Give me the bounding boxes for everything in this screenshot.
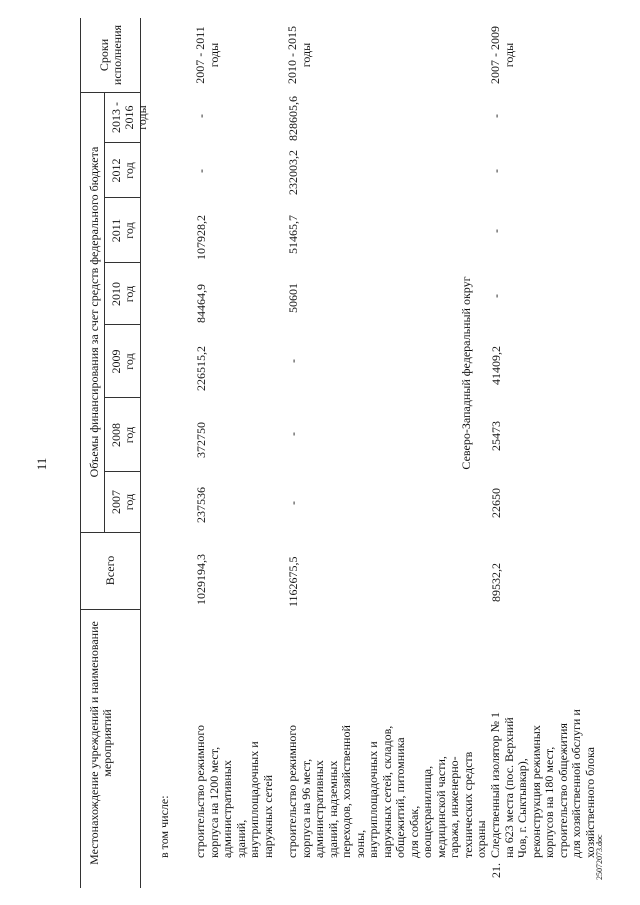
header-year-2007: 2007 год xyxy=(109,490,136,514)
row1-v2009: 226515,2 xyxy=(194,346,208,391)
rotated-table xyxy=(48,18,608,888)
row1-term: 2007 - 2011 годы xyxy=(193,26,221,84)
header-year-2013: 2013 - 2016 годы xyxy=(109,102,149,133)
col-sep-name xyxy=(80,609,140,610)
group-rule xyxy=(104,93,105,533)
header-group-title: Объемы финансирования за счет средств федерального бюджета xyxy=(87,146,101,478)
header-year-2011: 2011 год xyxy=(109,218,136,243)
row2-label: строительство режимного корпуса на 96 мест, административных зданий, надземных переходов, хозяйственной зоны, внутриплощадочных и наружных сетей, складов, общежитий, питомника для собак, овощехранилища, медицинской части, гаража, инженерно-технических средств охраны xyxy=(285,724,488,858)
table-top-rule xyxy=(80,18,81,888)
row21-label: Следственный изолятор № 1 на 623 места (пос. Верхний Чов, г. Сыктывкар), реконструкция режимных корпусов на 180 мест, строительство общежития для хозяйственной обслуги и хозяйственного блока xyxy=(488,709,597,858)
row2-v2007: - xyxy=(286,501,300,505)
row21-total: 89532,2 xyxy=(489,563,503,602)
header-year-2009: 2009 год xyxy=(109,349,136,374)
row1-v2010: 84464,9 xyxy=(194,284,208,323)
page-number: 11 xyxy=(34,457,49,471)
header-terms: Сроки исполнения xyxy=(97,24,124,86)
row1-v2007: 237536 xyxy=(194,487,208,523)
col-sep-2009 xyxy=(104,397,140,398)
col-sep-2011 xyxy=(104,262,140,263)
row2-total: 1162675,5 xyxy=(286,556,300,607)
row2-v2009: - xyxy=(286,359,300,363)
col-sep-2010 xyxy=(104,324,140,325)
row2-term: 2010 - 2015 годы xyxy=(285,26,313,84)
footer-filename: 25072073.doc xyxy=(595,834,604,880)
header-name: Местонахождение учреждений и наименование мероприятий xyxy=(87,621,114,865)
header-year-2010: 2010 год xyxy=(109,282,136,306)
row1-label: строительство режимного корпуса на 1200 мест, административных зданий, внутриплощадочных и наружных сетей xyxy=(193,724,275,858)
row2-v2013: 828605,6 xyxy=(286,96,300,141)
row21-v2013: - xyxy=(489,114,503,118)
header-year-2012: 2012 год xyxy=(109,158,136,183)
row21-v2011: - xyxy=(489,229,503,233)
row2-v2008: - xyxy=(286,432,300,436)
row1-v2011: 107928,2 xyxy=(194,215,208,260)
section-title: Северо-Западный федеральный округ xyxy=(459,276,473,470)
row21-number: 21. xyxy=(489,863,503,878)
row21-term: 2007 - 2009 годы xyxy=(488,26,516,84)
row2-v2011: 51465,7 xyxy=(286,215,300,254)
row21-v2009: 41409,2 xyxy=(489,346,503,385)
header-year-2008: 2008 год xyxy=(109,423,136,447)
row21-v2007: 22650 xyxy=(489,488,503,518)
row2-v2012: 232003,2 xyxy=(286,150,300,195)
row1-v2013: - xyxy=(194,114,208,118)
row-in-that-number: в том числе: xyxy=(157,795,171,858)
col-sep-2008 xyxy=(104,471,140,472)
row21-v2012: - xyxy=(489,169,503,173)
row2-v2010: 50601 xyxy=(286,283,300,313)
col-sep-2013 xyxy=(104,142,140,143)
row1-total: 1029194,3 xyxy=(194,554,208,605)
header-bottom-rule xyxy=(140,18,141,888)
header-total: Всего xyxy=(103,555,117,586)
row1-v2012: - xyxy=(194,169,208,173)
row21-v2010: - xyxy=(489,294,503,298)
row1-v2008: 372750 xyxy=(194,422,208,458)
col-sep-2012 xyxy=(104,197,140,198)
row21-v2008: 25473 xyxy=(489,421,503,451)
